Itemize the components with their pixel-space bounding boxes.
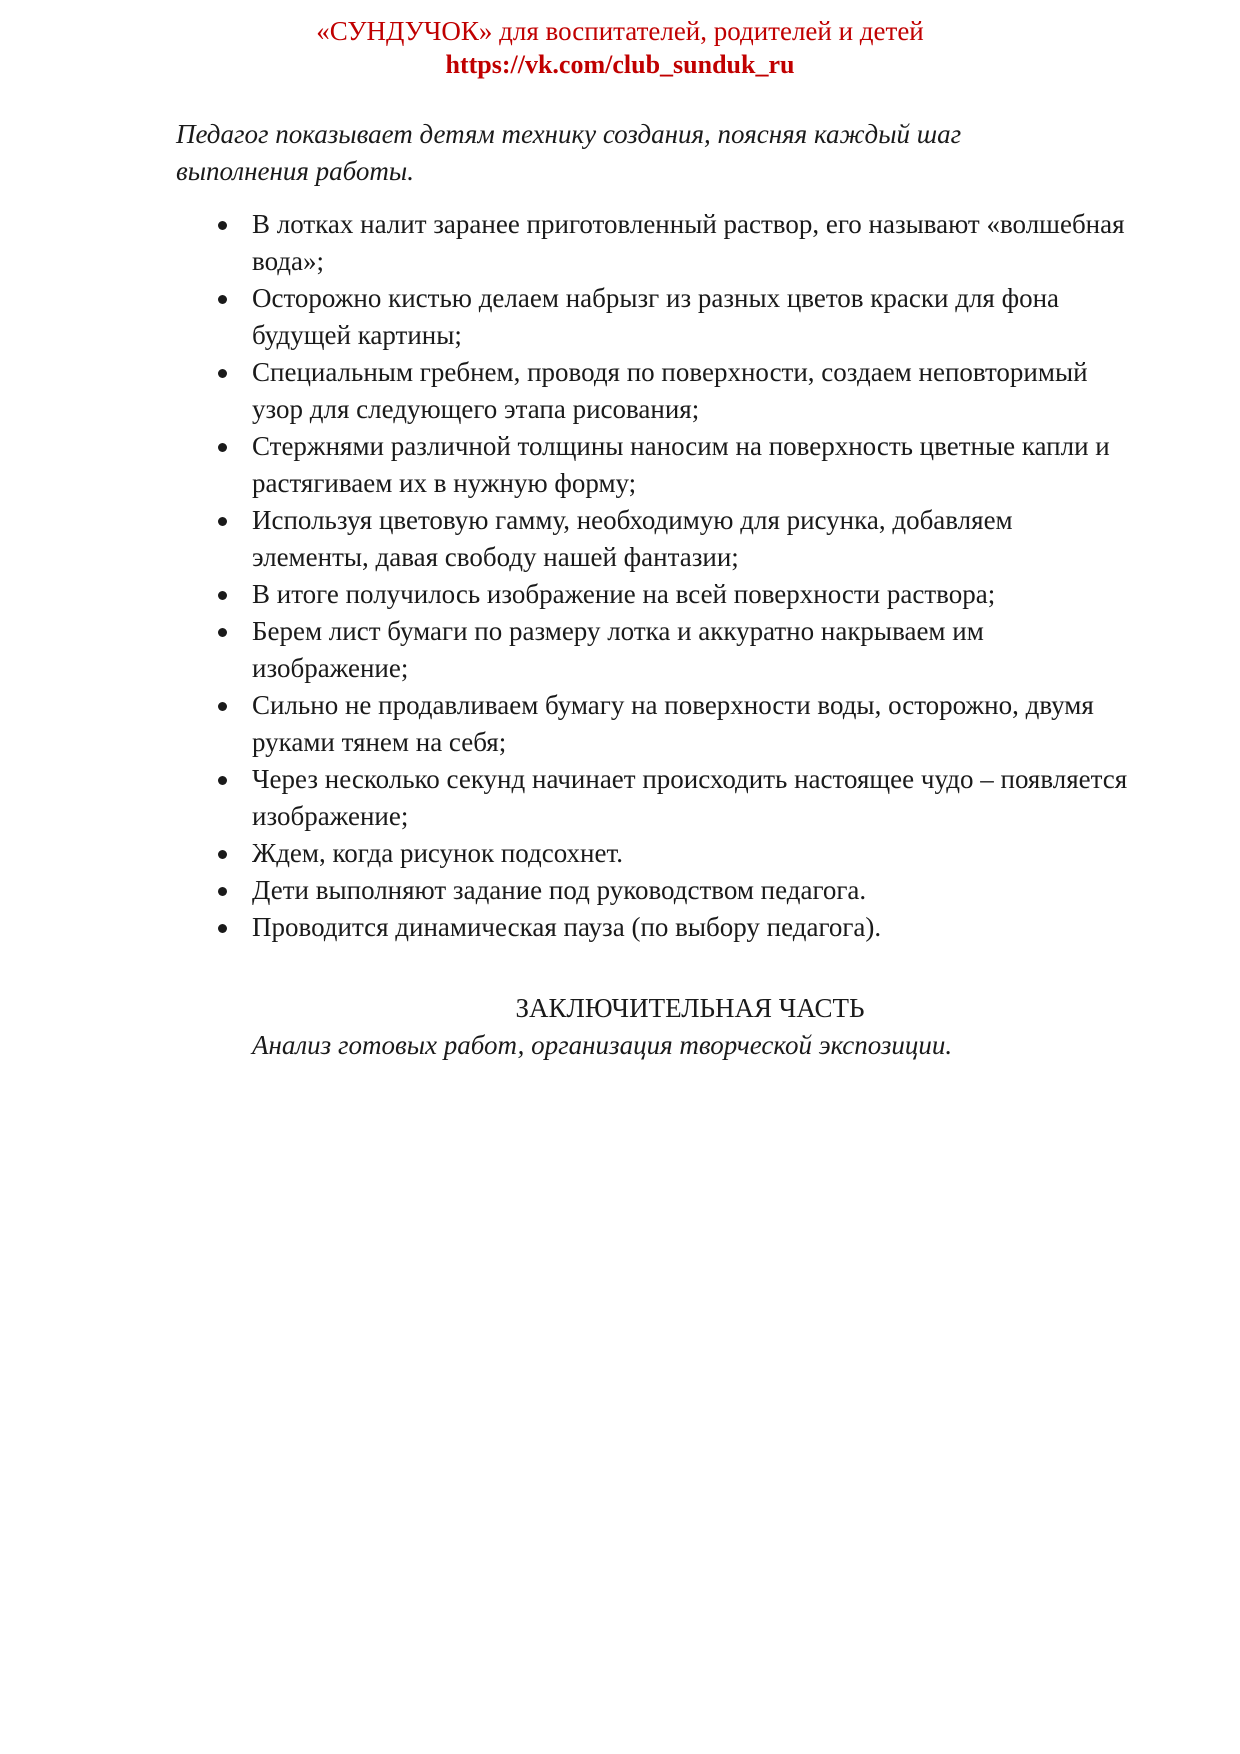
list-item: Дети выполняют задание под руководством педагога. (176, 872, 1136, 909)
section-heading: ЗАКЛЮЧИТЕЛЬНАЯ ЧАСТЬ (515, 993, 865, 1023)
list-item: Специальным гребнем, проводя по поверхности, создаем неповторимый узор для следующего этапа рисования; (176, 354, 1136, 428)
list-item: Берем лист бумаги по размеру лотка и аккуратно накрываем им изображение; (176, 613, 1136, 687)
page-header (0, 14, 1240, 82)
list-item: Проводится динамическая пауза (по выбору педагога). (176, 909, 1136, 946)
list-item: Через несколько секунд начинает происходить настоящее чудо – появляется изображение; (176, 761, 1136, 835)
list-item: Ждем, когда рисунок подсохнет. (176, 835, 1136, 872)
list-item: В лотках налит заранее приготовленный раствор, его называют «волшебная вода»; (176, 206, 1136, 280)
steps-list (176, 206, 1136, 946)
list-item: Осторожно кистью делаем набрызг из разных цветов краски для фона будущей картины; (176, 280, 1136, 354)
header-title: «СУНДУЧОК» для воспитателей, родителей и детей (316, 16, 924, 46)
list-item: Стержнями различной толщины наносим на поверхность цветные капли и растягиваем их в нужную форму; (176, 428, 1136, 502)
list-item: В итоге получилось изображение на всей поверхности раствора; (176, 576, 1136, 613)
header-url-link[interactable]: https://vk.com/club_sunduk_ru (445, 50, 795, 79)
section-text: Анализ готовых работ, организация творческой экспозиции. (252, 1030, 953, 1060)
list-item: Используя цветовую гамму, необходимую для рисунка, добавляем элементы, давая свободу нашей фантазии; (176, 502, 1136, 576)
intro-paragraph: Педагог показывает детям технику создания, поясняя каждый шаг выполнения работы. (176, 119, 962, 186)
list-item: Сильно не продавливаем бумагу на поверхности воды, осторожно, двумя руками тянем на себя; (176, 687, 1136, 761)
